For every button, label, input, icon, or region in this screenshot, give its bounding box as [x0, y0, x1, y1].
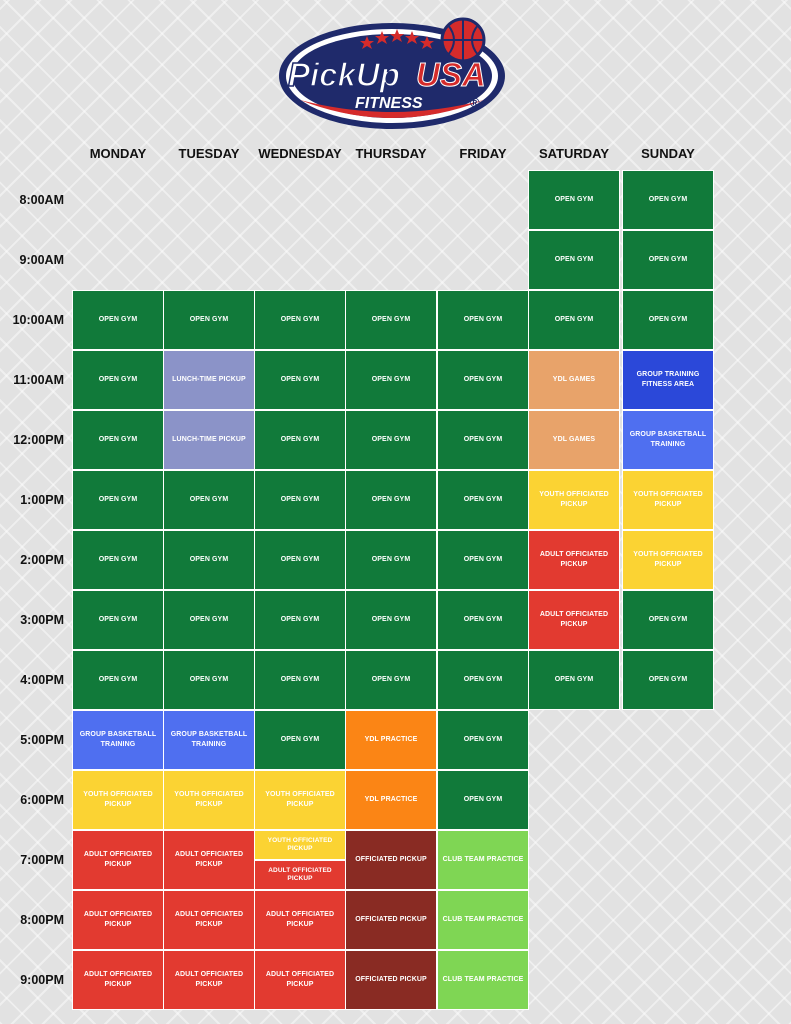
session-label: OPEN GYM: [280, 616, 320, 624]
session-label: OPEN GYM: [98, 376, 138, 384]
session-label: OPEN GYM: [648, 196, 688, 204]
session-label: OPEN GYM: [371, 556, 411, 564]
session-cell-adult-officiated[interactable]: [254, 890, 346, 950]
session-cell-open-gym[interactable]: [345, 290, 437, 350]
session-cell-youth-officiated[interactable]: [72, 770, 164, 830]
session-cell-open-gym[interactable]: [254, 410, 346, 470]
session-label: OPEN GYM: [280, 496, 320, 504]
session-cell-open-gym[interactable]: [254, 710, 346, 770]
session-cell-club-team[interactable]: [437, 890, 529, 950]
session-label: OPEN GYM: [463, 496, 503, 504]
brand-name-part1: PickUp: [288, 56, 400, 93]
session-label: YOUTH OFFICIATED PICKUP: [267, 836, 333, 852]
session-label: OPEN GYM: [280, 376, 320, 384]
session-cell-open-gym[interactable]: [437, 530, 529, 590]
day-header-monday: MONDAY: [89, 146, 147, 161]
session-label: OPEN GYM: [189, 556, 229, 564]
session-cell-club-team[interactable]: [437, 950, 529, 1010]
day-header-saturday: SATURDAY: [538, 146, 610, 161]
session-label: YDL GAMES: [552, 376, 596, 384]
time-label: 11:00AM: [13, 373, 64, 387]
time-label: 8:00PM: [20, 913, 64, 927]
session-cell-youth-officiated[interactable]: [528, 470, 620, 530]
session-label: GROUP BASKETBALL TRAINING: [170, 731, 248, 748]
session-label: OPEN GYM: [463, 616, 503, 624]
session-label: OPEN GYM: [463, 736, 503, 744]
day-header-thursday: THURSDAY: [355, 146, 427, 161]
session-cell-adult-officiated[interactable]: [254, 860, 346, 890]
session-cell-adult-officiated[interactable]: [163, 830, 255, 890]
session-label: OPEN GYM: [463, 376, 503, 384]
session-label: OFFICIATED PICKUP: [355, 856, 427, 864]
time-label: 7:00PM: [20, 853, 64, 867]
session-cell-ydl-games[interactable]: [528, 350, 620, 410]
time-label: 6:00PM: [20, 793, 64, 807]
session-label: ADULT OFFICIATED PICKUP: [265, 911, 335, 928]
session-cell-open-gym[interactable]: [72, 410, 164, 470]
session-label: OPEN GYM: [463, 676, 503, 684]
day-header-wednesday: WEDNESDAY: [258, 146, 342, 161]
session-label: OPEN GYM: [189, 676, 229, 684]
session-cell-open-gym[interactable]: [437, 350, 529, 410]
time-label: 1:00PM: [20, 493, 64, 507]
session-label: OPEN GYM: [189, 616, 229, 624]
session-label: OPEN GYM: [189, 316, 229, 324]
session-label: OPEN GYM: [189, 496, 229, 504]
session-cell-ydl-practice[interactable]: [345, 710, 437, 770]
session-label: OPEN GYM: [554, 256, 594, 264]
session-cell-open-gym[interactable]: [622, 650, 714, 710]
session-cell-group-basketball[interactable]: [163, 710, 255, 770]
session-cell-open-gym[interactable]: [345, 410, 437, 470]
session-label: OPEN GYM: [371, 496, 411, 504]
time-label: 2:00PM: [20, 553, 64, 567]
session-label: YOUTH OFFICIATED PICKUP: [633, 551, 703, 568]
session-cell-adult-officiated[interactable]: [72, 890, 164, 950]
session-label: YOUTH OFFICIATED PICKUP: [83, 791, 153, 808]
session-cell-open-gym[interactable]: [345, 470, 437, 530]
time-label: 10:00AM: [12, 313, 64, 327]
day-header-friday: FRIDAY: [459, 146, 507, 161]
session-label: OPEN GYM: [98, 616, 138, 624]
session-cell-open-gym[interactable]: [254, 290, 346, 350]
session-cell-open-gym[interactable]: [437, 470, 529, 530]
session-label: ADULT OFFICIATED PICKUP: [174, 851, 244, 868]
session-label: CLUB TEAM PRACTICE: [442, 916, 524, 924]
session-cell-open-gym[interactable]: [72, 470, 164, 530]
day-header-sunday: SUNDAY: [641, 146, 695, 161]
session-label: GROUP BASKETBALL TRAINING: [629, 431, 707, 448]
session-label: OPEN GYM: [280, 316, 320, 324]
pickupusa-fitness-logo: [270, 8, 520, 138]
session-label: GROUP BASKETBALL TRAINING: [79, 731, 157, 748]
session-cell-open-gym[interactable]: [72, 350, 164, 410]
session-label: OPEN GYM: [280, 436, 320, 444]
session-label: LUNCH-TIME PICKUP: [172, 436, 246, 444]
session-label: OFFICIATED PICKUP: [355, 976, 427, 984]
session-cell-open-gym[interactable]: [345, 530, 437, 590]
session-cell-open-gym[interactable]: [437, 710, 529, 770]
session-cell-lunch-time[interactable]: [163, 350, 255, 410]
session-label: YDL GAMES: [552, 436, 596, 444]
session-cell-ydl-games[interactable]: [528, 410, 620, 470]
basketball-icon: [442, 19, 484, 61]
session-cell-open-gym[interactable]: [437, 770, 529, 830]
session-cell-adult-officiated[interactable]: [528, 590, 620, 650]
registered-mark: ®: [470, 95, 480, 110]
session-cell-adult-officiated[interactable]: [163, 950, 255, 1010]
session-cell-open-gym[interactable]: [72, 530, 164, 590]
session-cell-youth-officiated[interactable]: [622, 470, 714, 530]
session-label: ADULT OFFICIATED PICKUP: [539, 611, 609, 628]
time-label: 12:00PM: [13, 433, 64, 447]
session-cell-group-basketball[interactable]: [72, 710, 164, 770]
session-label: OPEN GYM: [554, 676, 594, 684]
session-label: YDL PRACTICE: [364, 736, 418, 744]
session-cell-open-gym[interactable]: [163, 290, 255, 350]
session-cell-open-gym[interactable]: [437, 410, 529, 470]
session-label: OPEN GYM: [463, 316, 503, 324]
session-cell-open-gym[interactable]: [254, 590, 346, 650]
session-cell-adult-officiated[interactable]: [72, 950, 164, 1010]
session-cell-open-gym[interactable]: [528, 230, 620, 290]
session-label: OPEN GYM: [371, 616, 411, 624]
session-label: OFFICIATED PICKUP: [355, 916, 427, 924]
time-label: 8:00AM: [19, 193, 64, 207]
session-label: OPEN GYM: [371, 676, 411, 684]
session-cell-open-gym[interactable]: [528, 170, 620, 230]
session-cell-open-gym[interactable]: [254, 650, 346, 710]
brand-subtitle: FITNESS: [355, 95, 423, 112]
session-label: ADULT OFFICIATED PICKUP: [83, 851, 153, 868]
session-label: OPEN GYM: [371, 376, 411, 384]
session-cell-youth-officiated[interactable]: [254, 830, 346, 860]
session-cell-open-gym[interactable]: [163, 470, 255, 530]
session-cell-open-gym[interactable]: [254, 470, 346, 530]
session-cell-open-gym[interactable]: [345, 350, 437, 410]
session-label: OPEN GYM: [648, 616, 688, 624]
session-label: OPEN GYM: [371, 436, 411, 444]
session-cell-officiated-pickup[interactable]: [345, 890, 437, 950]
session-label: ADULT OFFICIATED PICKUP: [174, 971, 244, 988]
session-label: YOUTH OFFICIATED PICKUP: [539, 491, 609, 508]
session-label: YOUTH OFFICIATED PICKUP: [265, 791, 335, 808]
session-label: OPEN GYM: [280, 556, 320, 564]
session-cell-youth-officiated[interactable]: [622, 530, 714, 590]
session-cell-ydl-practice[interactable]: [345, 770, 437, 830]
session-label: OPEN GYM: [648, 316, 688, 324]
session-cell-open-gym[interactable]: [72, 290, 164, 350]
session-cell-open-gym[interactable]: [622, 290, 714, 350]
brand-name-part2: USA: [416, 56, 486, 93]
session-cell-officiated-pickup[interactable]: [345, 950, 437, 1010]
session-label: ADULT OFFICIATED PICKUP: [268, 866, 332, 882]
session-label: ADULT OFFICIATED PICKUP: [83, 911, 153, 928]
session-cell-group-basketball[interactable]: [622, 410, 714, 470]
session-cell-adult-officiated[interactable]: [528, 530, 620, 590]
session-cell-youth-officiated[interactable]: [254, 770, 346, 830]
time-label: 9:00AM: [19, 253, 64, 267]
session-cell-open-gym[interactable]: [437, 650, 529, 710]
session-label: OPEN GYM: [98, 676, 138, 684]
session-cell-open-gym[interactable]: [437, 590, 529, 650]
session-cell-open-gym[interactable]: [345, 590, 437, 650]
session-cell-group-training-fitness[interactable]: [622, 350, 714, 410]
session-cell-open-gym[interactable]: [622, 590, 714, 650]
session-cell-open-gym[interactable]: [528, 290, 620, 350]
session-label: OPEN GYM: [463, 796, 503, 804]
session-label: CLUB TEAM PRACTICE: [442, 976, 524, 984]
session-label: ADULT OFFICIATED PICKUP: [539, 551, 609, 568]
session-label: YDL PRACTICE: [364, 796, 418, 804]
session-label: OPEN GYM: [98, 496, 138, 504]
time-label: 9:00PM: [20, 973, 64, 987]
session-label: YOUTH OFFICIATED PICKUP: [174, 791, 244, 808]
session-cell-open-gym[interactable]: [345, 650, 437, 710]
session-label: YOUTH OFFICIATED PICKUP: [633, 491, 703, 508]
session-cell-lunch-time[interactable]: [163, 410, 255, 470]
session-label: OPEN GYM: [280, 676, 320, 684]
session-cell-open-gym[interactable]: [622, 170, 714, 230]
session-cell-adult-officiated[interactable]: [72, 830, 164, 890]
session-cell-open-gym[interactable]: [254, 530, 346, 590]
session-cell-adult-officiated[interactable]: [163, 890, 255, 950]
session-label: OPEN GYM: [648, 676, 688, 684]
session-label: ADULT OFFICIATED PICKUP: [83, 971, 153, 988]
session-cell-open-gym[interactable]: [72, 650, 164, 710]
session-label: OPEN GYM: [463, 436, 503, 444]
day-header-tuesday: TUESDAY: [178, 146, 240, 161]
time-label: 3:00PM: [20, 613, 64, 627]
session-label: OPEN GYM: [371, 316, 411, 324]
session-label: OPEN GYM: [98, 436, 138, 444]
session-label: OPEN GYM: [648, 256, 688, 264]
session-label: OPEN GYM: [280, 736, 320, 744]
session-cell-open-gym[interactable]: [163, 590, 255, 650]
session-cell-open-gym[interactable]: [72, 590, 164, 650]
session-cell-open-gym[interactable]: [254, 350, 346, 410]
session-cell-officiated-pickup[interactable]: [345, 830, 437, 890]
time-label: 4:00PM: [20, 673, 64, 687]
session-cell-youth-officiated[interactable]: [163, 770, 255, 830]
session-label: OPEN GYM: [554, 316, 594, 324]
session-label: LUNCH-TIME PICKUP: [172, 376, 246, 384]
session-label: ADULT OFFICIATED PICKUP: [265, 971, 335, 988]
session-cell-open-gym[interactable]: [622, 230, 714, 290]
session-label: OPEN GYM: [98, 556, 138, 564]
session-cell-club-team[interactable]: [437, 830, 529, 890]
session-cell-open-gym[interactable]: [437, 290, 529, 350]
time-label: 5:00PM: [20, 733, 64, 747]
session-cell-adult-officiated[interactable]: [254, 950, 346, 1010]
session-label: ADULT OFFICIATED PICKUP: [174, 911, 244, 928]
session-cell-open-gym[interactable]: [528, 650, 620, 710]
session-label: CLUB TEAM PRACTICE: [442, 856, 524, 864]
session-label: GROUP TRAINING FITNESS AREA: [636, 371, 700, 388]
session-label: OPEN GYM: [98, 316, 138, 324]
session-label: OPEN GYM: [554, 196, 594, 204]
session-cell-open-gym[interactable]: [163, 530, 255, 590]
session-cell-open-gym[interactable]: [163, 650, 255, 710]
session-label: OPEN GYM: [463, 556, 503, 564]
